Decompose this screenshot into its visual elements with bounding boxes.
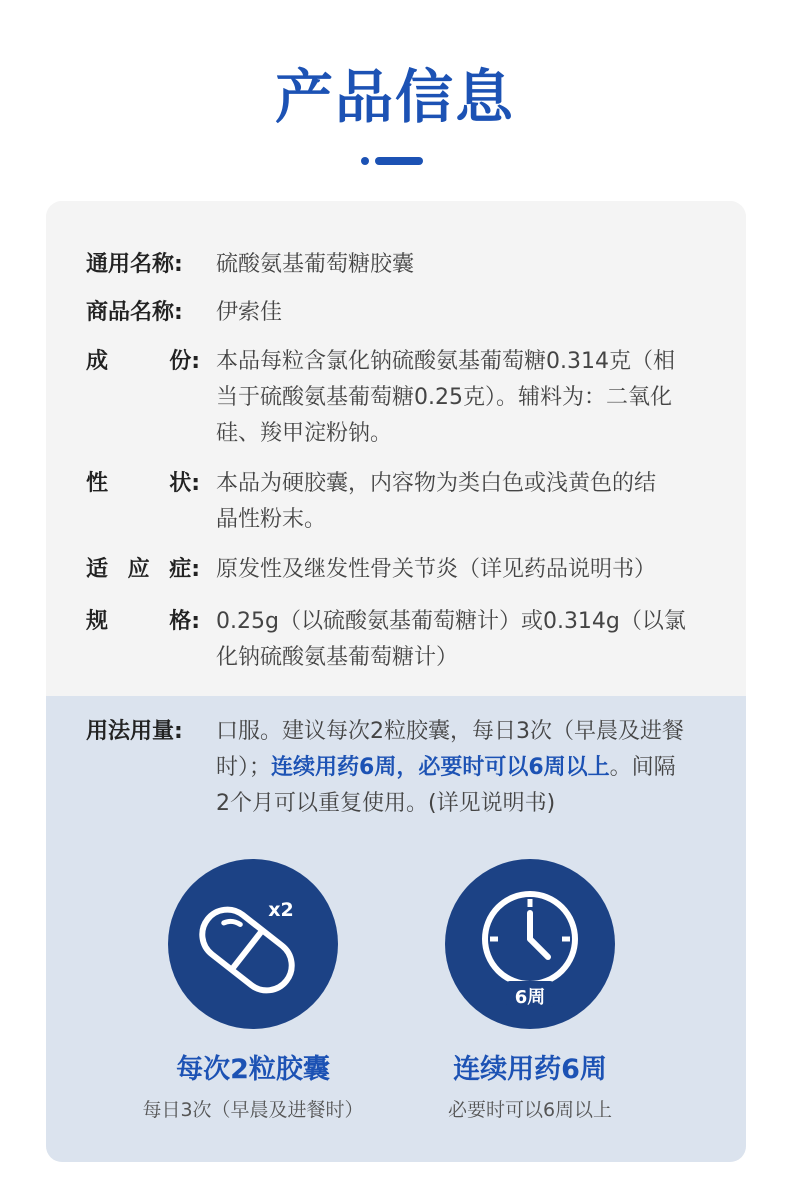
capsule-badge-circle <box>168 859 338 1029</box>
clock-badge-circle <box>445 859 615 1029</box>
info-label: 通用名称: <box>86 252 183 277</box>
value-line: 晶性粉末。 <box>216 507 327 532</box>
value-line: 化钠硫酸氨基葡萄糖计） <box>216 645 459 670</box>
info-label <box>86 344 200 380</box>
value-line: 硅、羧甲淀粉钠。 <box>216 421 393 446</box>
usage-value <box>216 714 728 822</box>
value-line: 本品为硬胶囊，内容物为类白色或浅黄色的结 <box>216 471 657 496</box>
feature-subtitle: 每日3次（早晨及进餐时） <box>142 1099 364 1121</box>
value-line <box>216 750 728 786</box>
feature-title: 每次2粒胶囊 <box>176 1054 330 1085</box>
title-divider <box>361 157 423 165</box>
value-line: 原发性及继发性骨关节炎（详见药品说明书） <box>216 557 657 582</box>
label-char: 格: <box>169 609 200 634</box>
usage-label: 用法用量: <box>86 719 183 744</box>
value-line: 0.25g（以硫酸氨基葡萄糖计）或0.314g（以氯 <box>216 609 686 634</box>
label-char: 症: <box>169 557 200 582</box>
usage-text: 时）； <box>216 755 272 780</box>
page-title: 产品信息 <box>274 63 515 131</box>
info-label <box>86 466 200 502</box>
feature-title: 连续用药6周 <box>453 1054 607 1085</box>
capsule-icon <box>168 859 338 1029</box>
info-value <box>216 344 728 452</box>
info-label <box>86 552 200 588</box>
duration-badge: 6周 <box>514 987 546 1008</box>
info-label: 商品名称: <box>86 300 183 325</box>
usage-text: 。间隔 <box>609 755 676 780</box>
feature-subtitle: 必要时可以6周以上 <box>447 1099 613 1121</box>
info-value: 硫酸氨基葡萄糖胶囊 <box>216 252 415 277</box>
info-label <box>86 604 200 640</box>
info-value <box>216 552 728 588</box>
label-char: 性 <box>86 471 109 496</box>
label-char: 成 <box>86 349 109 374</box>
value-line: 2个月可以重复使用。(详见说明书) <box>216 791 556 816</box>
label-char: 应 <box>127 557 150 582</box>
label-char: 适 <box>86 557 109 582</box>
dosage-count-badge: x2 <box>268 899 294 921</box>
info-value <box>216 466 728 538</box>
divider-bar <box>375 157 423 165</box>
info-value <box>216 604 728 676</box>
label-char: 份: <box>169 349 200 374</box>
info-value: 伊索佳 <box>216 300 283 325</box>
label-char: 状: <box>169 471 200 496</box>
value-line: 口服。建议每次2粒胶囊，每日3次（早晨及进餐 <box>216 719 684 744</box>
label-char: 规 <box>86 609 109 634</box>
divider-dot <box>361 157 369 165</box>
value-line: 本品每粒含氯化钠硫酸氨基葡萄糖0.314克（相 <box>216 349 675 374</box>
product-info-card <box>46 201 746 1162</box>
usage-highlight: 连续用药6周，必要时可以6周以上 <box>271 755 610 780</box>
value-line: 当于硫酸氨基葡萄糖0.25克）。辅料为：二氧化 <box>216 385 672 410</box>
